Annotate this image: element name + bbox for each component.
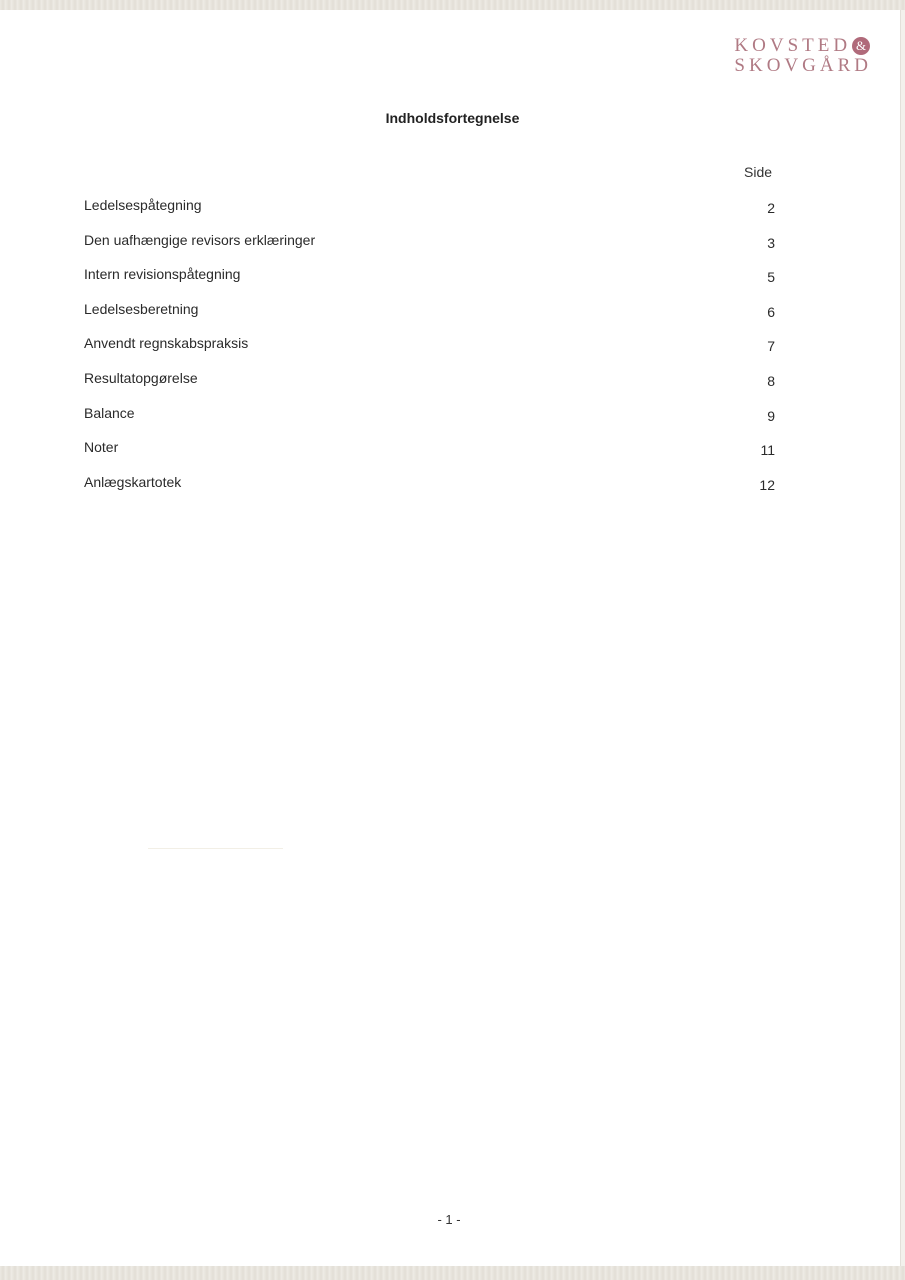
scan-artifact [148,848,283,849]
toc-entry-page: 6 [767,303,775,320]
toc-entry-label: Intern revisionspåtegning [84,266,241,283]
logo-ampersand-icon: & [852,37,870,55]
company-logo [734,36,872,76]
toc-entry-label: Noter [84,439,119,456]
page-title: Indholdsfortegnelse [385,110,520,126]
toc-entry [84,264,784,299]
logo-line-2: SKOVGÅRD [734,55,872,76]
toc-entry [84,299,784,334]
toc-entry [84,472,784,507]
document-page [0,10,901,1266]
toc-entry-page: 12 [759,476,775,493]
toc-entry [84,333,784,368]
toc-entry-page: 7 [767,338,775,355]
page-column-header: Side [744,164,773,180]
toc-entry-label: Balance [84,404,135,421]
toc-entry-page: 3 [767,234,775,251]
scan-edge-bottom [0,1266,905,1280]
toc-entry-page: 2 [767,200,775,216]
page-number-footer: - 1 - [437,1212,461,1227]
toc-entry-label: Anlægskartotek [84,473,182,490]
toc-entry [84,368,784,403]
toc-entry-label: Resultatopgørelse [84,369,198,386]
toc-entry-label: Den uafhængige revisors erklæringer [84,231,316,248]
toc-entry [84,230,784,265]
logo-line-1: KOVSTED & [734,36,872,56]
table-of-contents [84,195,784,506]
toc-entry-page: 8 [767,372,775,389]
toc-entry-page: 5 [767,269,775,286]
toc-entry [84,195,784,230]
toc-entry-label: Ledelsespåtegning [84,197,202,213]
toc-entry-label: Ledelsesberetning [84,300,199,317]
toc-entry-page: 11 [760,442,775,459]
scan-edge-top [0,0,905,10]
toc-entry [84,437,784,472]
toc-entry [84,403,784,438]
toc-entry-page: 9 [767,407,775,424]
toc-entry-label: Anvendt regnskabspraksis [84,335,249,352]
